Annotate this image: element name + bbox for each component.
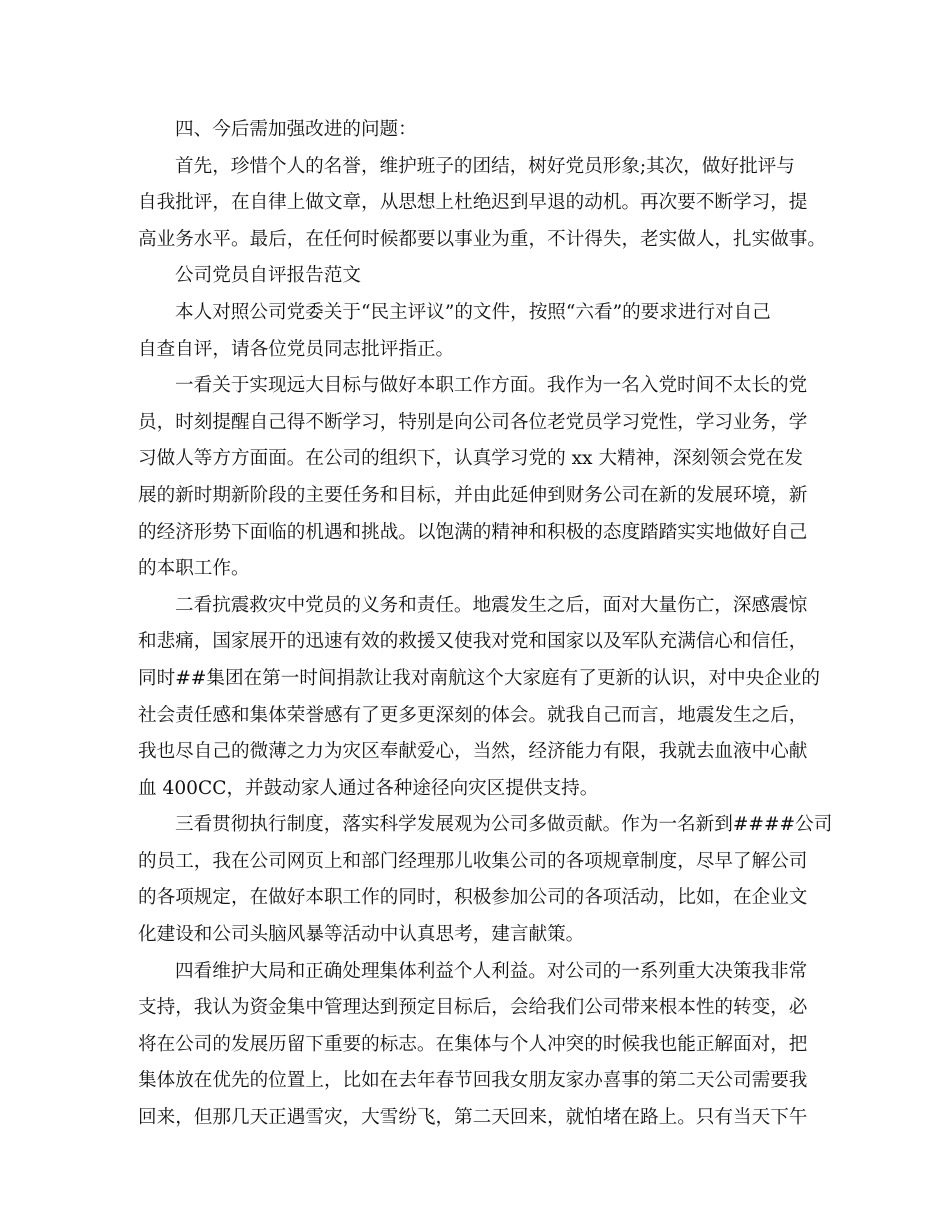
paragraph	[138, 295, 818, 368]
paragraph-line: 的经济形势下面临的机遇和挑战。以饱满的精神和积极的态度踏踏实实地做好自己	[138, 521, 808, 543]
paragraph-line: 自我批评，在自律上做文章，从思想上杜绝迟到早退的动机。再次要不断学习，提	[138, 192, 808, 214]
paragraph-line: 的员工，我在公司网页上和部门经理那儿收集公司的各项规章制度，尽早了解公司	[138, 850, 808, 872]
paragraph-line: 回来，但那几天正遇雪灾，大雪纷飞，第二天回来，就怕堵在路上。只有当天下午	[138, 1107, 808, 1129]
paragraph-line: 公司党员自评报告范文	[175, 265, 361, 287]
paragraph-line: 血 400CC，并鼓动家人通过各种途径向灾区提供支持。	[138, 777, 599, 799]
paragraph	[138, 807, 833, 953]
paragraph-line: 二看抗震救灾中党员的义务和责任。地震发生之后，面对大量伤亡，深感震惊	[175, 594, 808, 616]
paragraph-line: 我也尽自己的微薄之力为灾区奉献爱心，当然，经济能力有限，我就去血液中心献	[138, 741, 808, 763]
paragraph-line: 三看贯彻执行制度，落实科学发展观为公司多做贡献。作为一名新到####公司	[175, 814, 833, 836]
paragraph-line: 高业务水平。最后，在任何时候都要以事业为重，不计得失，老实做人，扎实做事。	[138, 228, 826, 250]
paragraph-line: 集体放在优先的位置上，比如在去年春节回我女朋友家办喜事的第二天公司需要我	[138, 1070, 808, 1092]
paragraph-line: 四看维护大局和正确处理集体利益个人利益。对公司的一系列重大决策我非常	[175, 960, 808, 982]
paragraph-line: 支持，我认为资金集中管理达到预定目标后，会给我们公司带来根本性的转变，必	[138, 997, 808, 1019]
paragraph-line: 自查自评，请各位党员同志批评指正。	[138, 338, 455, 360]
paragraph-line: 四、今后需加强改进的问题：	[175, 119, 417, 140]
paragraph-line: 将在公司的发展历留下重要的标志。在集体与个人冲突的时候我也能正解面对，把	[138, 1033, 808, 1055]
paragraph-line: 同时##集团在第一时间捐款让我对南航这个大家庭有了更新的认识，对中央企业的	[138, 667, 820, 689]
section-title	[138, 258, 818, 295]
paragraph-line: 化建设和公司头脑风暴等活动中认真思考，建言献策。	[138, 924, 585, 946]
paragraph	[138, 368, 818, 588]
paragraph-line: 一看关于实现远大目标与做好本职工作方面。我作为一名入党时间不太长的党	[175, 375, 808, 397]
paragraph-line: 本人对照公司党委关于“民主评议”的文件，按照“六看”的要求进行对自己	[175, 301, 771, 323]
paragraph-line: 社会责任感和集体荣誉感有了更多更深刻的体会。就我自己而言，地震发生之后，	[138, 704, 808, 726]
paragraph-line: 习做人等方方面面。在公司的组织下，认真学习党的 xx 大精神，深刻领会党在发	[138, 448, 803, 470]
document-body	[138, 112, 833, 1137]
paragraph-line: 和悲痛，国家展开的迅速有效的救援又使我对党和国家以及军队充满信心和信任，	[138, 631, 808, 653]
paragraph-line: 的本职工作。	[138, 558, 250, 580]
paragraph-line: 展的新时期新阶段的主要任务和目标，并由此延伸到财务公司在新的发展环境，新	[138, 484, 808, 506]
paragraph	[138, 588, 818, 808]
paragraph-line: 首先，珍惜个人的名誉，维护班子的团结，树好党员形象;其次，做好批评与	[175, 155, 795, 177]
paragraph	[138, 149, 826, 259]
paragraph	[138, 954, 818, 1137]
paragraph	[138, 112, 818, 149]
paragraph-line: 员，时刻提醒自己得不断学习，特别是向公司各位老党员学习党性，学习业务，学	[138, 411, 808, 433]
paragraph-line: 的各项规定，在做好本职工作的同时，积极参加公司的各项活动，比如，在企业文	[138, 887, 808, 909]
